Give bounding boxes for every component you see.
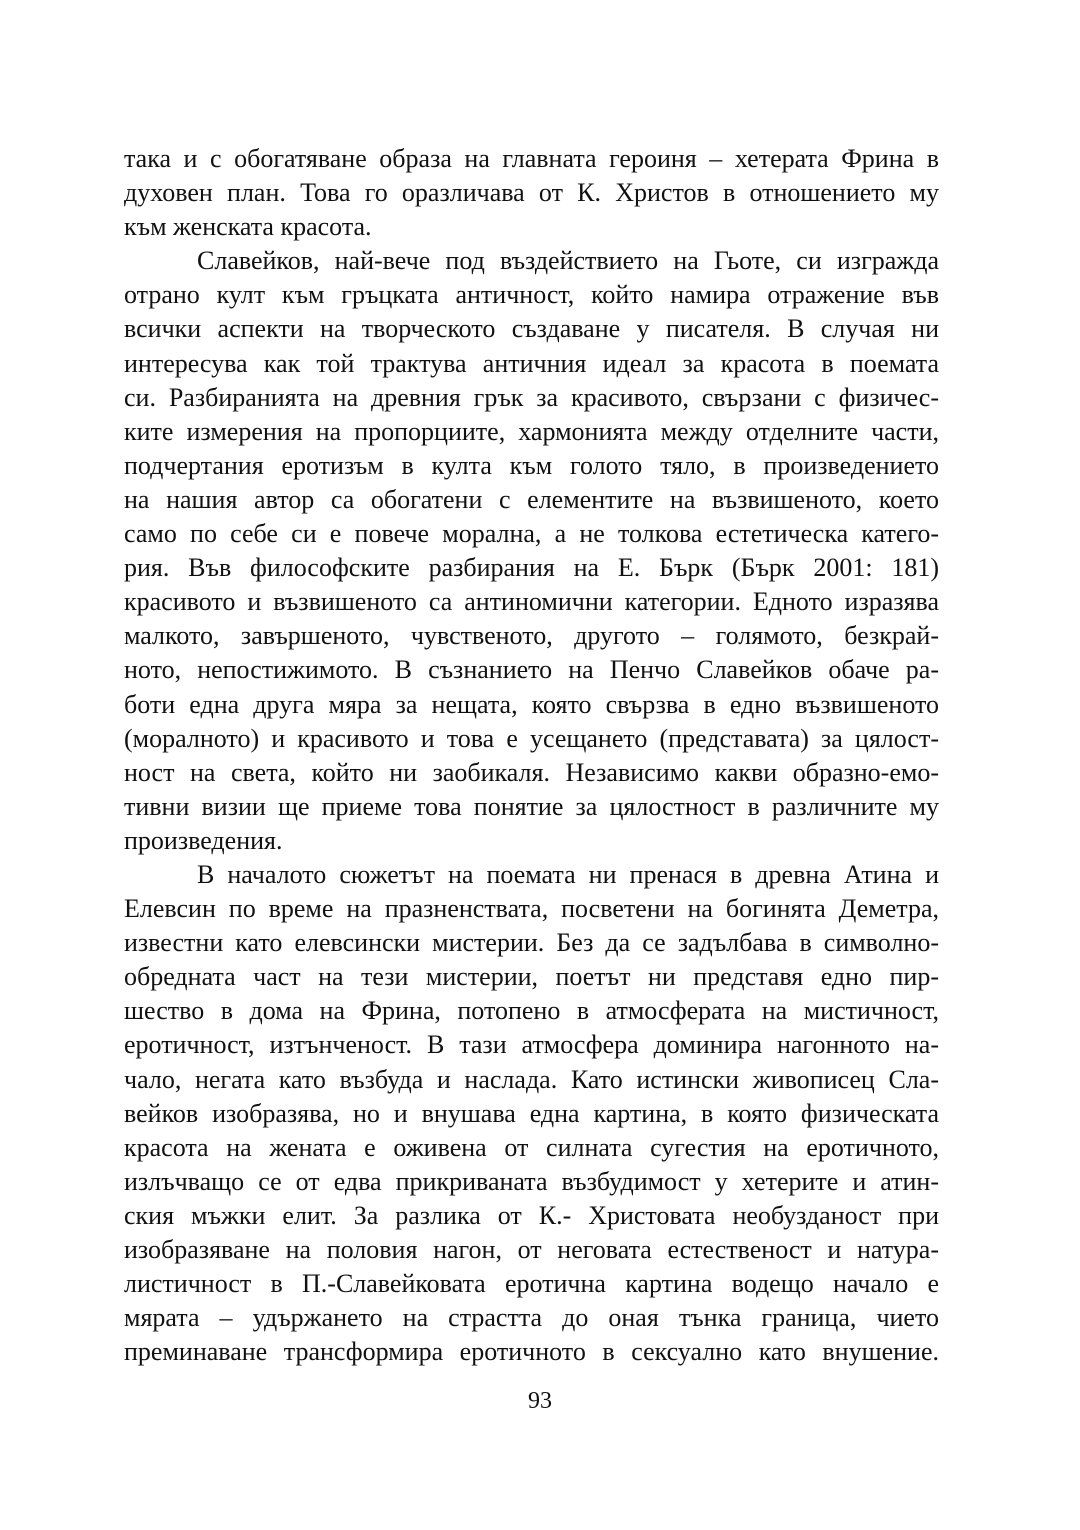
text-line: произведения. <box>124 825 283 855</box>
text-line: интересува как той трактува античния идеал за красота в поемата <box>124 348 939 378</box>
text-line: шество в дома на Фрина, потопено в атмосферата на мистичност, <box>124 996 939 1026</box>
text-line: красота на жената е оживена от силната сугестия на еротичното, <box>124 1132 939 1162</box>
text-line: Елевсин по време на празненствата, посветени на богинята Деметра, <box>124 894 939 924</box>
text-line: красивото и възвишеното са антиномични категории. Едното изразява <box>124 587 939 617</box>
text-line: малкото, завършеното, чувственото, другото – голямото, безкрай- <box>124 621 939 651</box>
body-text <box>124 142 939 1369</box>
text-line: духовен план. Това го оразличава от К. Христов в отношението му <box>124 178 939 208</box>
text-line: така и с обогатяване образа на главната героиня – хетерата Фрина в <box>124 144 939 173</box>
text-line: чало, негата като възбуда и наслада. Като истински живописец Сла- <box>124 1064 939 1094</box>
text-line: (моралното) и красивото и това е усещането (представата) за цялост- <box>124 723 939 753</box>
text-line: ския мъжки елит. За разлика от К.- Христовата необузданост при <box>124 1200 939 1230</box>
text-line: тивни визии ще приеме това понятие за цялостност в различните му <box>124 791 939 821</box>
text-line: мярата – удържането на страстта до оная тънка граница, чието <box>124 1303 939 1333</box>
text-line: ност на света, който ни заобикаля. Независимо какви образно-емо- <box>124 757 939 787</box>
text-line: подчертания еротизъм в култа към голото тяло, в произведението <box>124 450 939 480</box>
text-line: боти една друга мяра за нещата, която свързва в едно възвишеното <box>124 689 939 719</box>
text-line: всички аспекти на творческото създаване у писателя. В случая ни <box>124 314 939 344</box>
text-line: на нашия автор са обогатени с елементите на възвишеното, което <box>124 484 939 514</box>
text-line: само по себе си е повече морална, а не толкова естетическа катего- <box>124 519 939 549</box>
text-line: ното, непостижимото. В съзнанието на Пенчо Славейков обаче ра- <box>124 655 939 685</box>
text-line: Славейков, най-вече под въздействието на Гьоте, си изгражда <box>197 246 939 276</box>
text-line: листичност в П.-Славейковата еротична картина водещо начало е <box>124 1269 939 1299</box>
text-line: еротичност, изтънченост. В тази атмосфера доминира нагонното на- <box>124 1030 939 1060</box>
text-line: вейков изобразява, но и внушава една картина, в която физическата <box>124 1098 939 1128</box>
text-line: към женската красота. <box>124 212 372 242</box>
text-line: изобразяване на половия нагон, от неговата естественост и натура- <box>124 1235 939 1264</box>
text-line: излъчващо се от едва прикриваната възбудимост у хетерите и атин- <box>124 1166 939 1196</box>
text-line: рия. Във философските разбирания на Е. Бърк (Бърк 2001: 181) <box>124 553 939 583</box>
text-line: преминаване трансформира еротичното в сексуално като внушение. <box>124 1337 939 1367</box>
text-line: си. Разбиранията на древния грък за красивото, свързани с физичес- <box>124 382 939 412</box>
text-line: обредната част на тези мистерии, поетът ни представя едно пир- <box>124 962 939 992</box>
text-line: ките измерения на пропорциите, хармонията между отделните части, <box>124 416 939 446</box>
page-number: 93 <box>528 1388 552 1414</box>
text-line: известни като елевсински мистерии. Без да се задълбава в символно- <box>124 928 939 958</box>
text-line: В началото сюжетът на поемата ни пренася в древна Атина и <box>197 859 939 889</box>
text-line: отрано култ към гръцката античност, който намира отражение във <box>124 280 939 310</box>
